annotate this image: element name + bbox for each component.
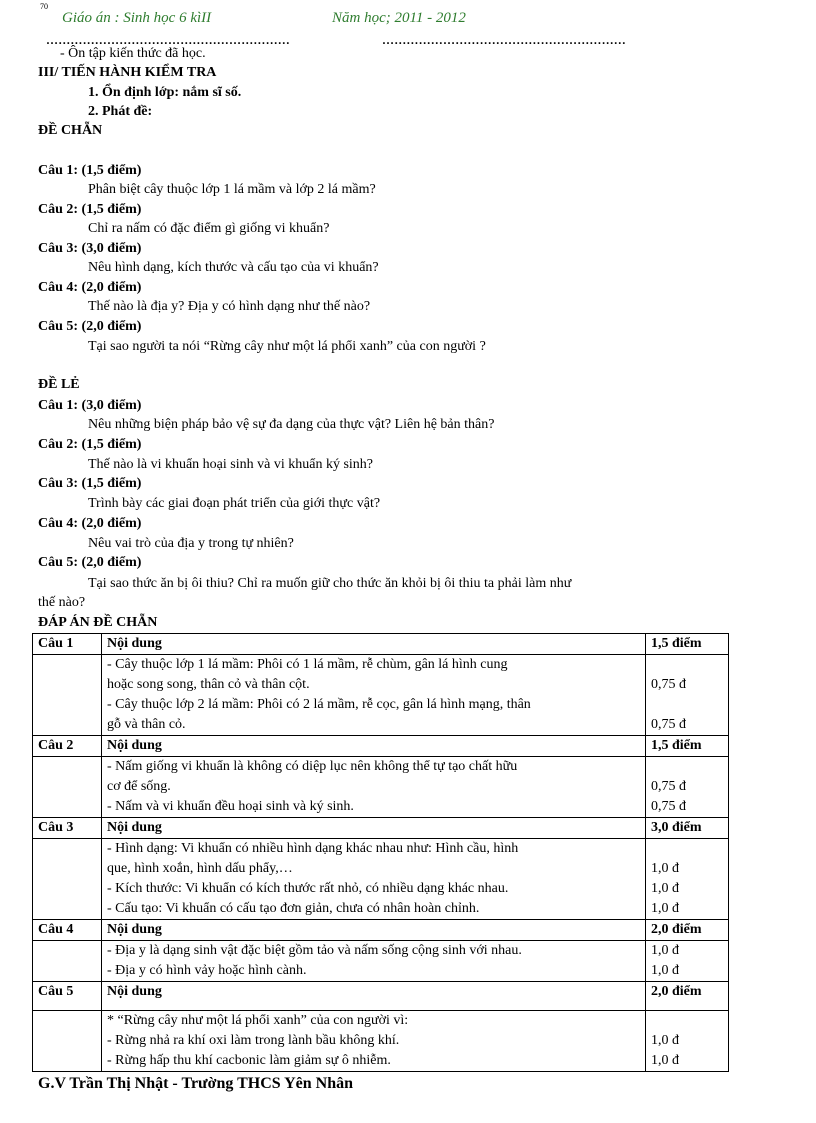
q2-scores: 0,75 đ 0,75 đ [646,757,729,818]
table-row [33,634,729,655]
even-exam-title: ĐỀ CHẴN [38,123,103,138]
answer-key-title: ĐÁP ÁN ĐỀ CHẴN [38,615,158,630]
table-row [33,757,729,818]
q4-label: Câu 4 [33,920,102,941]
step-2: 2. Phát đề: [88,104,153,119]
q1-answer: - Cây thuộc lớp 1 lá mầm: Phôi có 1 lá mầm, rễ chùm, gân lá hình cung hoặc song song, thân cỏ và thân cột. - Cây thuộc lớp 2 lá mầm: Phôi có 2 lá mầm, rễ cọc, gân lá hình mạng, thân gỗ và thân cỏ. [102,655,646,736]
q1-points: 1,5 điểm [646,634,729,655]
q3-content-header: Nội dung [102,818,646,839]
odd-q4-label: Câu 4: (2,0 điểm) [38,516,142,531]
q3-scores: 1,0 đ 1,0 đ 1,0 đ [646,839,729,920]
table-row [33,920,729,941]
q4-content-header: Nội dung [102,920,646,941]
table-row [33,982,729,1011]
q5-content-header: Nội dung [102,982,646,1011]
header-school-year: Năm học; 2011 - 2012 [332,10,466,26]
odd-q4-text: Nêu vai trò của địa y trong tự nhiên? [88,536,294,551]
q3-points: 3,0 điểm [646,818,729,839]
odd-q3-text: Trình bày các giai đoạn phát triển của giới thực vật? [88,496,381,511]
q1-content-header: Nội dung [102,634,646,655]
q4-answer: - Địa y là dạng sinh vật đặc biệt gồm tảo và nấm sống cộng sinh với nhau. - Địa y có hình vảy hoặc hình cành. [102,941,646,982]
q5-answer: * “Rừng cây như một lá phổi xanh” của con người vì: - Rừng nhả ra khí oxi làm trong lành bầu không khí. - Rừng hấp thu khí cacbonic làm giảm sự ô nhiễm. [102,1011,646,1072]
table-row [33,941,729,982]
even-q3-text: Nêu hình dạng, kích thước và cấu tạo của vi khuẩn? [88,260,379,275]
answer-table [32,633,729,1072]
table-row [33,818,729,839]
even-q3-label: Câu 3: (3,0 điểm) [38,241,142,256]
q5-points: 2,0 điểm [646,982,729,1011]
odd-q5-label: Câu 5: (2,0 điểm) [38,555,142,570]
odd-q3-label: Câu 3: (1,5 điểm) [38,476,142,491]
even-q4-label: Câu 4: (2,0 điểm) [38,280,142,295]
q3-label: Câu 3 [33,818,102,839]
even-q2-text: Chỉ ra nấm có đặc điểm gì giống vi khuẩn? [88,221,330,236]
q3-answer: - Hình dạng: Vi khuẩn có nhiều hình dạng khác nhau như: Hình cầu, hình que, hình xoắn, hình dấu phẩy,… - Kích thước: Vi khuẩn có kích thước rất nhỏ, có nhiều dạng khác nhau. - Cấu tạo: Vi khuẩn có cấu tạo đơn giản, chưa có nhân hoàn chỉnh. [102,839,646,920]
q5-scores: 1,0 đ 1,0 đ [646,1011,729,1072]
odd-q2-text: Thế nào là vi khuẩn hoại sinh và vi khuẩn ký sinh? [88,457,373,472]
q2-content-header: Nội dung [102,736,646,757]
footer-signature: G.V Trần Thị Nhật - Trường THCS Yên Nhân [38,1075,353,1092]
header-subject: Giáo án : Sinh học 6 kìII [62,10,212,26]
odd-exam-title: ĐỀ LẺ [38,377,80,392]
table-row [33,1011,729,1072]
even-q1-text: Phân biệt cây thuộc lớp 1 lá mầm và lớp 2 lá mầm? [88,182,376,197]
q1-scores: 0,75 đ 0,75 đ [646,655,729,736]
odd-q2-label: Câu 2: (1,5 điểm) [38,437,142,452]
odd-q5-text-cont: thế nào? [38,595,86,610]
even-q1-label: Câu 1: (1,5 điểm) [38,163,142,178]
even-q2-label: Câu 2: (1,5 điểm) [38,202,142,217]
odd-q5-text: Tại sao thức ăn bị ôi thiu? Chỉ ra muốn giữ cho thức ăn khỏi bị ôi thiu ta phải làm như [88,576,572,591]
q2-label: Câu 2 [33,736,102,757]
even-q5-text: Tại sao người ta nói “Rừng cây như một lá phổi xanh” của con người ? [88,339,486,354]
even-q4-text: Thế nào là địa y? Địa y có hình dạng như thế nào? [88,299,371,314]
q4-scores: 1,0 đ 1,0 đ [646,941,729,982]
q2-points: 1,5 điểm [646,736,729,757]
odd-q1-label: Câu 1: (3,0 điểm) [38,398,142,413]
odd-q1-text: Nêu những biện pháp bảo vệ sự đa dạng của thực vật? Liên hệ bản thân? [88,417,495,432]
q4-points: 2,0 điểm [646,920,729,941]
step-1: 1. Ổn định lớp: nắm sĩ số. [88,85,242,100]
section-heading: III/ TIẾN HÀNH KIỂM TRA [38,65,217,80]
review-line: - Ôn tập kiến thức đã học. [60,46,206,61]
q5-label: Câu 5 [33,982,102,1011]
page-number: 70 [40,2,48,11]
table-row [33,839,729,920]
header-dots-right: …………………………………………………… [382,34,626,46]
q2-answer: - Nấm giống vi khuẩn là không có diệp lục nên không thể tự tạo chất hữu cơ để sống. - Nấm và vi khuẩn đều hoại sinh và ký sinh. [102,757,646,818]
q1-label: Câu 1 [33,634,102,655]
even-q5-label: Câu 5: (2,0 điểm) [38,319,142,334]
header-dots-left: …………………………………………………… [46,34,290,46]
table-row [33,736,729,757]
table-row [33,655,729,736]
